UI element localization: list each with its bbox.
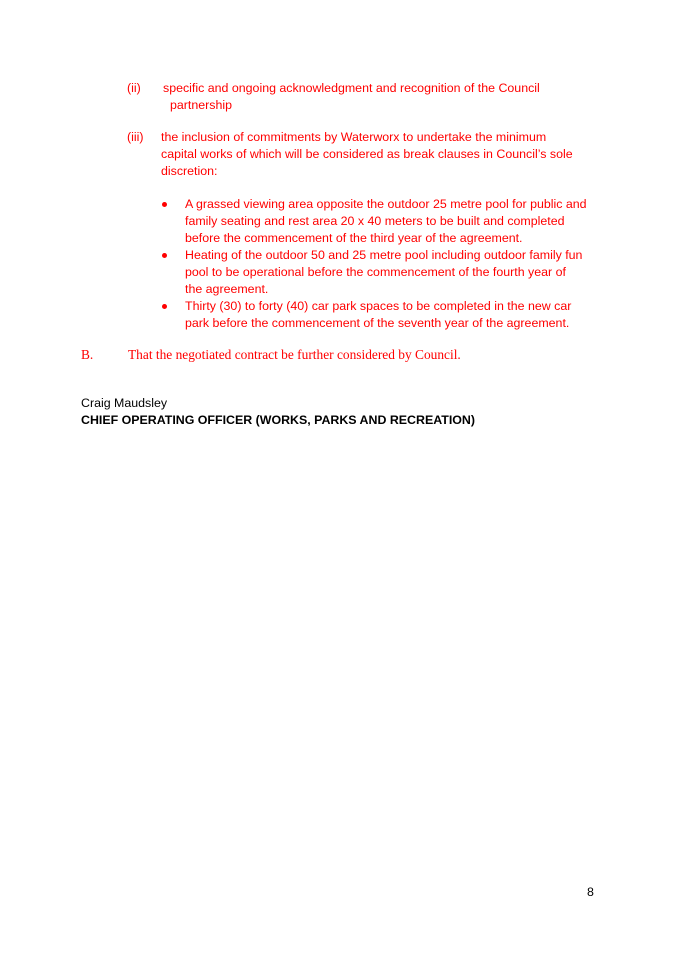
signatory-name: Craig Maudsley	[81, 396, 168, 410]
bullet-1-line-1: A grassed viewing area opposite the outdoor 25 metre pool for public and	[185, 197, 587, 211]
resolution-b-label: B.	[81, 347, 94, 362]
bullet-1-line-3: before the commencement of the third year of the agreement.	[185, 231, 523, 245]
page-number: 8	[587, 885, 594, 899]
bullet-icon	[162, 253, 167, 258]
bullet-2-line-3: the agreement.	[185, 282, 269, 296]
item-number-ii: (ii)	[127, 81, 141, 95]
bullet-3-line-2: park before the commencement of the seventh year of the agreement.	[185, 316, 570, 330]
item-ii-line-1: specific and ongoing acknowledgment and recognition of the Council	[163, 81, 540, 95]
item-ii-line-2: partnership	[170, 98, 232, 112]
item-number-iii: (iii)	[127, 130, 144, 144]
resolution-b-text: That the negotiated contract be further considered by Council.	[128, 347, 461, 362]
signatory-title: CHIEF OPERATING OFFICER (WORKS, PARKS AND RECREATION)	[81, 413, 475, 427]
bullet-icon	[162, 202, 167, 207]
bullet-2-line-2: pool to be operational before the commencement of the fourth year of	[185, 265, 566, 279]
item-iii-line-1: the inclusion of commitments by Waterworx to undertake the minimum	[161, 130, 547, 144]
bullet-3-line-1: Thirty (30) to forty (40) car park spaces to be completed in the new car	[185, 299, 572, 313]
item-iii-line-2: capital works of which will be considered as break clauses in Council’s sole	[161, 147, 573, 161]
bullet-2-line-1: Heating of the outdoor 50 and 25 metre pool including outdoor family fun	[185, 248, 583, 262]
item-iii-line-3: discretion:	[161, 164, 218, 178]
bullet-icon	[162, 304, 167, 309]
bullet-1-line-2: family seating and rest area 20 x 40 meters to be built and completed	[185, 214, 565, 228]
